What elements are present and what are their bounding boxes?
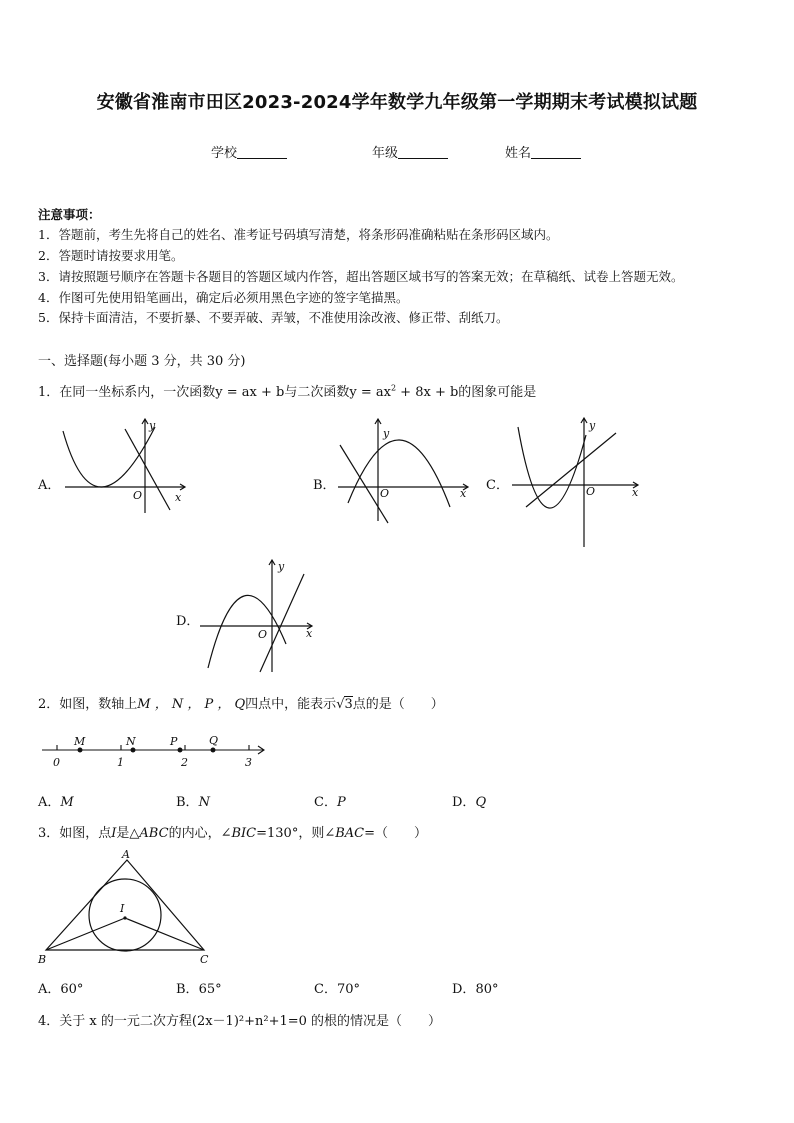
option-value: 70° (336, 982, 360, 997)
q1-text: 与二次函数 (284, 385, 350, 400)
q1-text: 1．在同一坐标系内，一次函数 (38, 385, 216, 400)
point-i (123, 916, 126, 919)
q1-linear-formula: y = ax + b (215, 385, 285, 400)
x-label: x (175, 491, 182, 504)
q1-option-a-label[interactable]: A． (38, 478, 61, 493)
parabola (348, 440, 450, 507)
q1-graph-d (196, 556, 326, 676)
line (340, 445, 388, 523)
label-n: N (126, 735, 136, 748)
question-1 (38, 381, 536, 400)
incenter-label: I (120, 902, 125, 915)
school-label: 学校 (211, 146, 238, 161)
note-item: 1．答题前，考生先将自己的姓名、准考证号码填写清楚，将条形码准确粘贴在条形码区域内。 (38, 227, 559, 242)
note-item: 4．作图可先使用铅笔画出，确定后必须用黑色字迹的签字笔描黑。 (38, 290, 409, 305)
q1-option-c-label[interactable]: C． (486, 478, 509, 493)
x-label: x (306, 627, 313, 640)
grade-blank (398, 146, 448, 159)
y-label: y (589, 419, 596, 432)
vertex-a-label: A (122, 848, 130, 861)
q3-text: =（ ） (364, 826, 428, 841)
option-value: 65° (198, 982, 222, 997)
q3-option-a[interactable] (38, 978, 83, 997)
segment-ci (125, 918, 204, 950)
y-label: y (278, 560, 285, 573)
notes-heading: 注意事项： (38, 207, 101, 222)
tick-label: 2 (181, 756, 188, 769)
note-item: 3．请按照题号顺序在答题卡各题目的答题区域内作答，超出答题区域书写的答案无效；在草稿纸、试卷上答题无效。 (38, 269, 684, 284)
q2-radicand: 3 (344, 697, 353, 712)
vertex-c-label: C (200, 953, 209, 966)
q3-option-c[interactable] (314, 978, 360, 997)
q1-graph-a (55, 415, 195, 515)
q3-angle-bic: BIC (231, 826, 257, 841)
q2-number-line (38, 730, 278, 772)
grade-label: 年级 (372, 146, 399, 161)
origin-label: O (133, 489, 143, 502)
q2-option-a[interactable] (38, 791, 74, 810)
option-value: 60° (60, 982, 84, 997)
tick-label: 0 (53, 756, 60, 769)
label-q: Q (209, 734, 219, 747)
incircle (89, 879, 161, 951)
q3-text: 3．如图，点 (38, 826, 112, 841)
q2-text: 2．如图，数轴上 (38, 697, 138, 712)
name-field (505, 142, 581, 161)
x-label: x (632, 486, 639, 499)
q2-option-c[interactable] (314, 791, 346, 810)
school-field (211, 142, 287, 161)
q1-option-b-label[interactable]: B． (313, 478, 336, 493)
q1-quadratic-formula: y = ax (349, 385, 391, 400)
q2-text: 点的是（ ） (352, 697, 444, 712)
q1-exponent: 2 (390, 383, 397, 393)
vertex-b-label: B (38, 953, 47, 966)
point-p (178, 748, 183, 753)
point-q (211, 748, 216, 753)
note-item: 5．保持卡面清洁，不要折暴、不要弄破、弄皱，不准使用涂改液、修正带、刮纸刀。 (38, 310, 509, 325)
school-blank (237, 146, 287, 159)
triangle-abc (46, 860, 204, 950)
option-key: D． (452, 795, 476, 810)
q3-option-b[interactable] (176, 978, 222, 997)
q1-graph-b (330, 415, 480, 525)
option-key: B． (176, 795, 199, 810)
option-value: 80° (475, 982, 499, 997)
y-label: y (383, 427, 390, 440)
option-value: P (336, 795, 346, 810)
section-heading: 一、选择题(每小题 3 分，共 30 分) (38, 354, 246, 369)
parabola (518, 427, 586, 508)
parabola (208, 595, 286, 668)
option-key: D． (452, 982, 476, 997)
line (260, 574, 304, 672)
exam-title: 安徽省淮南市田区2023-2024学年数学九年级第一学期期末考试模拟试题 (96, 92, 698, 113)
q3-text: 的内心，∠ (168, 826, 232, 841)
q1-text: 的图象可能是 (458, 385, 537, 400)
q1-graph-c (508, 415, 648, 550)
option-key: B． (176, 982, 199, 997)
q1-option-d-label[interactable]: D． (176, 614, 200, 629)
option-key: C． (314, 982, 337, 997)
q1-quadratic-formula-rest: + 8x + b (396, 385, 459, 400)
label-p: P (170, 735, 178, 748)
option-key: C． (314, 795, 337, 810)
q2-option-b[interactable] (176, 791, 210, 810)
question-3 (38, 822, 427, 841)
q2-option-d[interactable] (452, 791, 486, 810)
q3-text: 是△ (116, 826, 140, 841)
q3-point-i: I (111, 826, 117, 841)
q3-text: =130°，则∠ (256, 826, 336, 841)
origin-label: O (380, 487, 390, 500)
question-4: 4．关于 x 的一元二次方程(2x－1)²+n²+1=0 的根的情况是（ ） (38, 1014, 442, 1029)
line (526, 433, 616, 507)
q2-text: 四点中，能表示 (245, 697, 337, 712)
tick-label: 1 (117, 756, 124, 769)
q3-option-d[interactable] (452, 978, 498, 997)
label-m: M (74, 735, 86, 748)
option-key: A． (38, 795, 61, 810)
question-2 (38, 693, 444, 712)
option-value: M (60, 795, 74, 810)
tick-label: 3 (245, 756, 252, 769)
option-value: Q (475, 795, 487, 810)
origin-label: O (258, 628, 268, 641)
point-n (131, 748, 136, 753)
grade-field (372, 142, 448, 161)
q3-triangle-figure (36, 846, 216, 968)
option-key: A． (38, 982, 61, 997)
y-label: y (149, 419, 156, 432)
origin-label: O (586, 485, 596, 498)
name-blank (531, 146, 581, 159)
q3-triangle: ABC (139, 826, 169, 841)
point-m (78, 748, 83, 753)
option-value: N (198, 795, 210, 810)
note-item: 2．答题时请按要求用笔。 (38, 248, 184, 263)
sqrt-icon: √ (336, 697, 345, 712)
segment-bi (46, 918, 125, 950)
x-label: x (460, 487, 467, 500)
q2-points: M ， N ， P ， Q (137, 697, 246, 712)
name-label: 姓名 (505, 146, 532, 161)
q3-angle-bac: BAC (335, 826, 365, 841)
